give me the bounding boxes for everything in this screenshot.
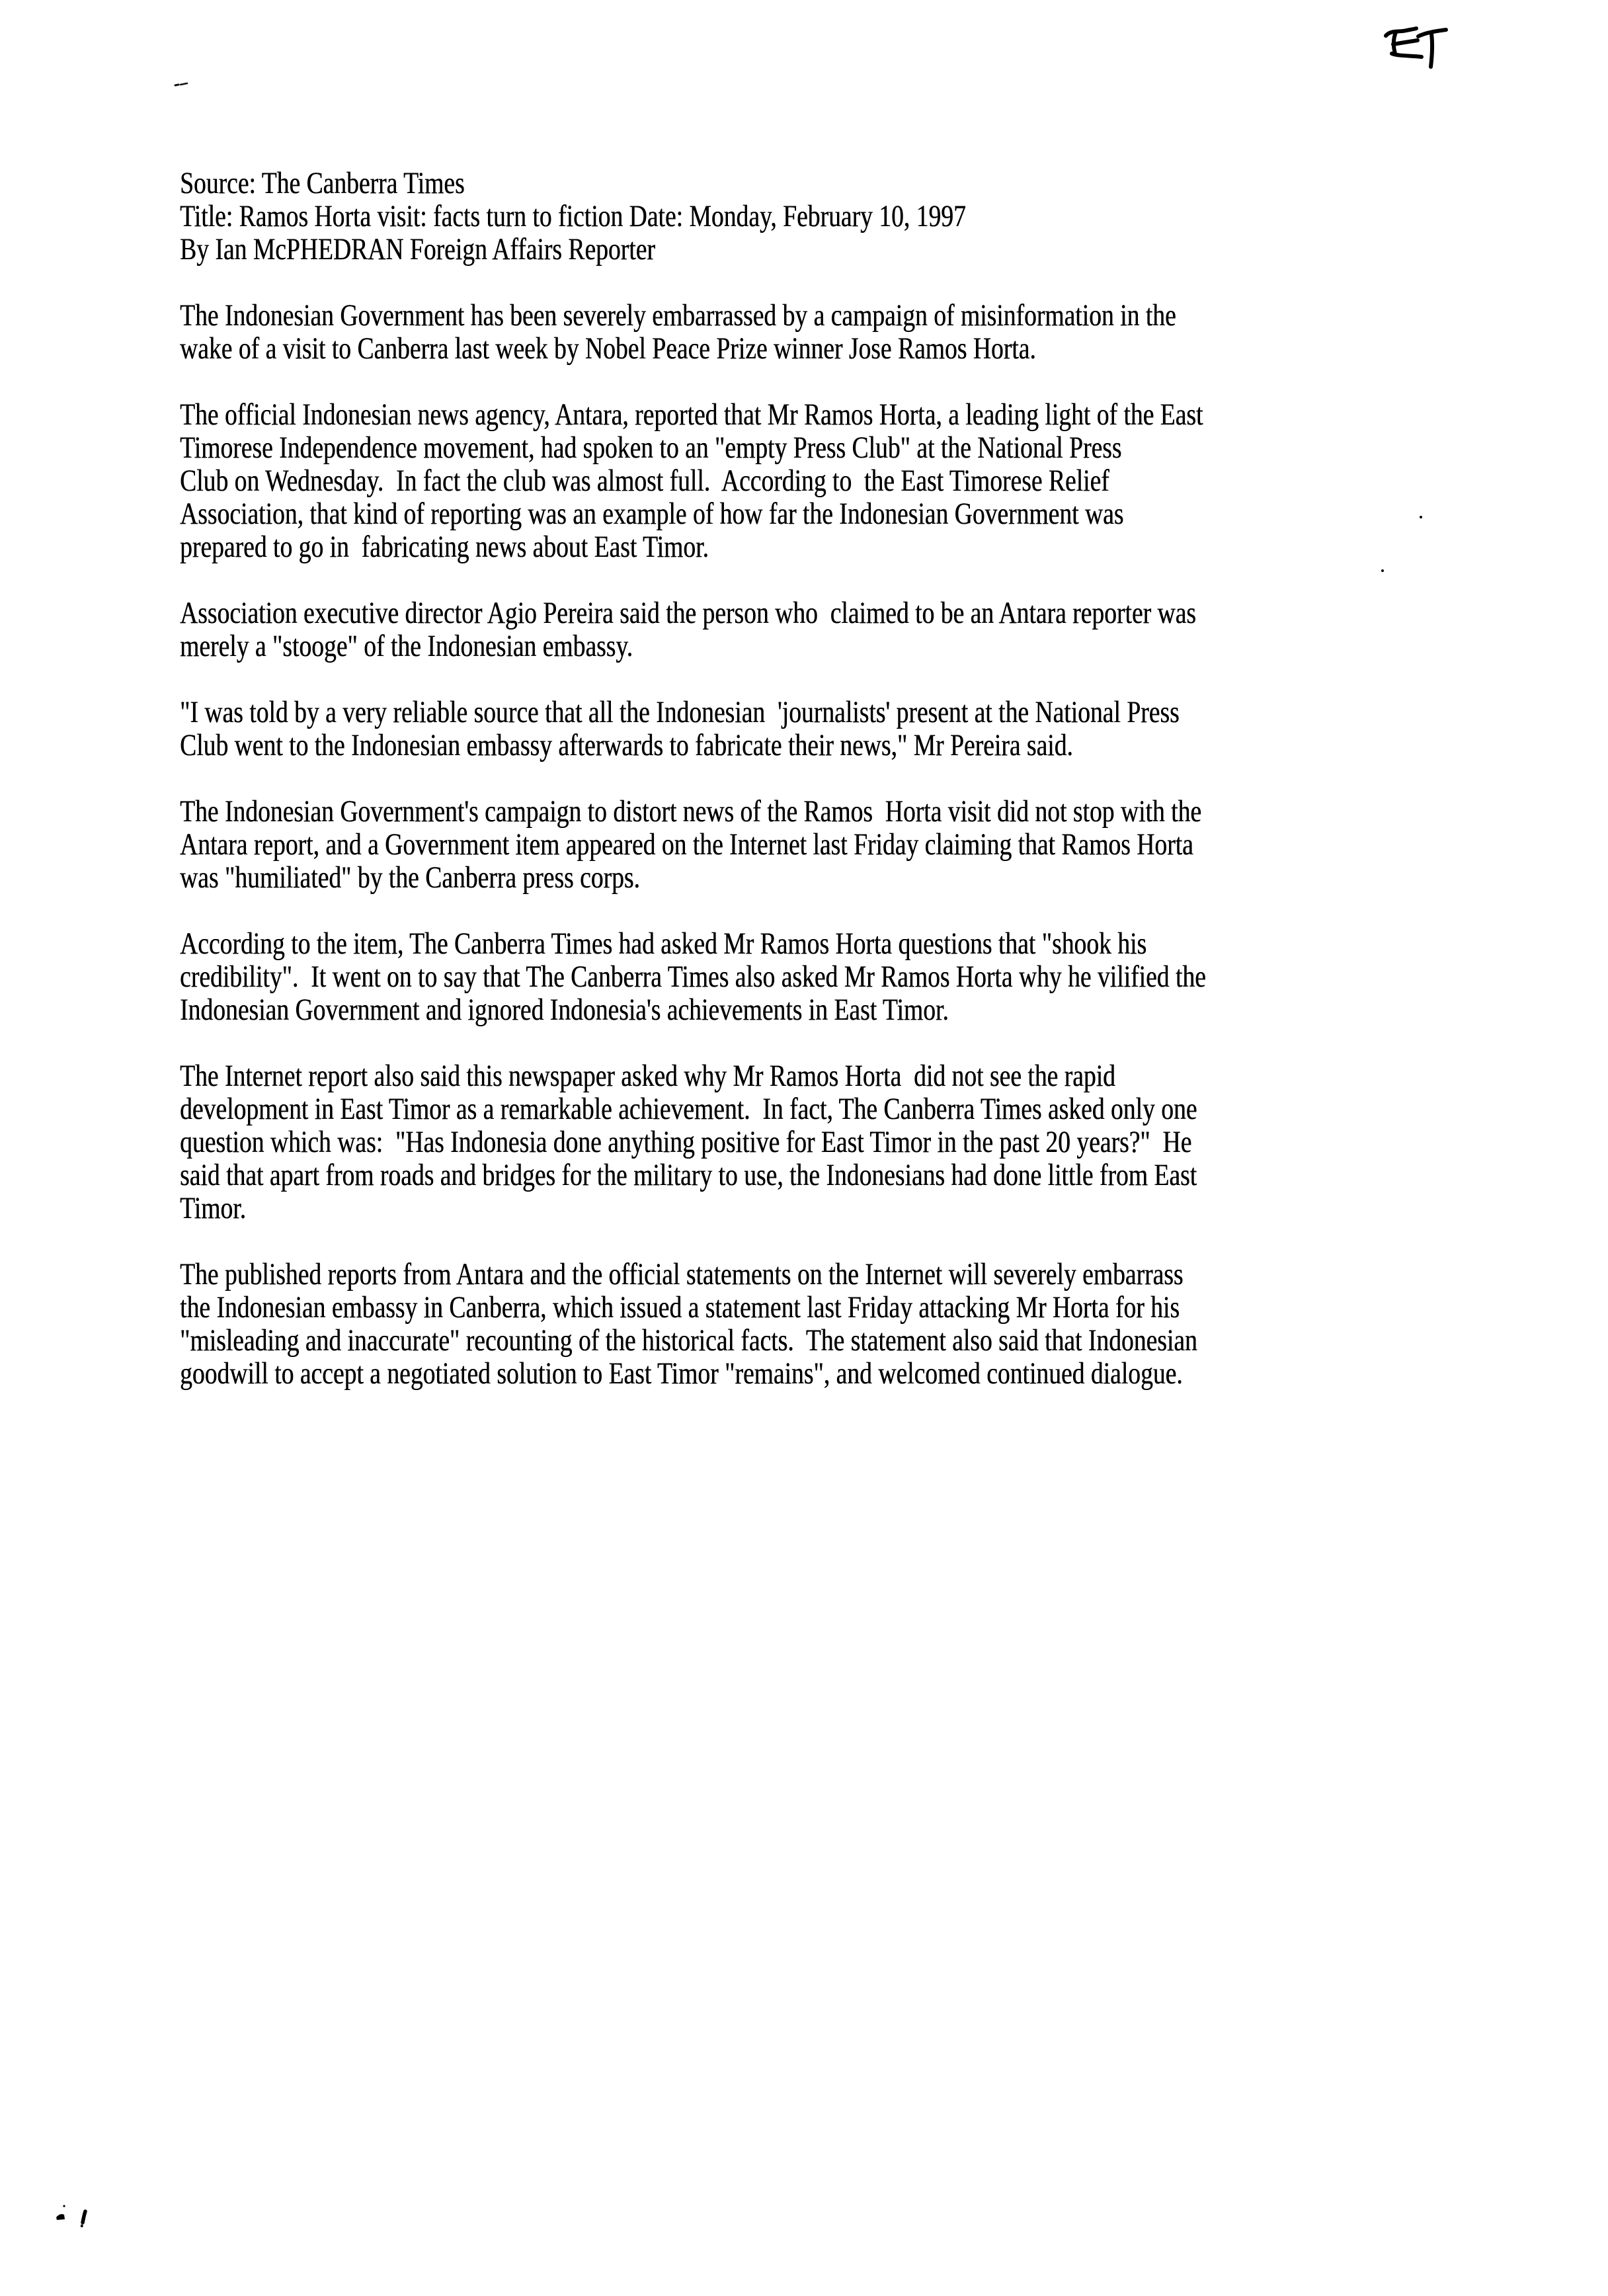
article-text-block xyxy=(180,167,1402,1390)
text-line: The Internet report also said this newspaper asked why Mr Ramos Horta did not see the rapid xyxy=(180,1059,1115,1093)
scan-speck xyxy=(1381,569,1384,572)
text-line: merely a "stooge" of the Indonesian embassy. xyxy=(180,629,633,663)
paragraph xyxy=(180,927,1402,1026)
text-line: was "humiliated" by the Canberra press corps. xyxy=(180,860,640,895)
scan-smudge-top-left xyxy=(174,81,188,87)
text-line: Club went to the Indonesian embassy afterwards to fabricate their news," Mr Pereira said. xyxy=(180,728,1073,762)
smudge-marks xyxy=(175,83,187,85)
text-line: According to the item, The Canberra Times had asked Mr Ramos Horta questions that "shook his xyxy=(180,926,1147,961)
paragraph xyxy=(180,596,1402,663)
document-header xyxy=(180,167,1402,266)
text-line: The Indonesian Government's campaign to distort news of the Ramos Horta visit did not stop with the xyxy=(180,794,1201,829)
text-line: Club on Wednesday. In fact the club was almost full. According to the East Timorese Relief xyxy=(180,464,1109,498)
handwritten-et-annotation xyxy=(1375,15,1455,74)
text-line: Title: Ramos Horta visit: facts turn to fiction Date: Monday, February 10, 1997 xyxy=(180,199,966,233)
paragraph xyxy=(180,299,1402,365)
ink-marks xyxy=(56,2205,85,2227)
text-line: Timor. xyxy=(180,1191,246,1225)
text-line: wake of a visit to Canberra last week by Nobel Peace Prize winner Jose Ramos Horta. xyxy=(180,331,1036,366)
text-line: development in East Timor as a remarkable achievement. In fact, The Canberra Times asked only one xyxy=(180,1092,1197,1126)
text-line: The published reports from Antara and the official statements on the Internet will severely embarrass xyxy=(180,1257,1184,1292)
text-line: prepared to go in fabricating news about East Timor. xyxy=(180,530,709,564)
text-line: question which was: "Has Indonesia done anything positive for East Timor in the past 20 years?" He xyxy=(180,1125,1192,1159)
paragraph xyxy=(180,398,1402,563)
text-line: the Indonesian embassy in Canberra, which issued a statement last Friday attacking Mr Horta for his xyxy=(180,1290,1180,1325)
text-line: goodwill to accept a negotiated solution to East Timor "remains", and welcomed continued dialogue. xyxy=(180,1356,1183,1391)
text-line: By Ian McPHEDRAN Foreign Affairs Reporter xyxy=(180,232,655,266)
text-line: said that apart from roads and bridges for the military to use, the Indonesians had done little from East xyxy=(180,1158,1197,1192)
text-line: "I was told by a very reliable source that all the Indonesian 'journalists' present at the National Press xyxy=(180,695,1180,729)
text-line: Antara report, and a Government item appeared on the Internet last Friday claiming that Ramos Horta xyxy=(180,827,1193,862)
paragraph xyxy=(180,1258,1402,1390)
scan-speck xyxy=(1420,516,1422,518)
text-line: The Indonesian Government has been severely embarrassed by a campaign of misinformation in the xyxy=(180,298,1176,333)
bottom-left-ink-marks xyxy=(53,2202,97,2230)
text-line: Indonesian Government and ignored Indonesia's achievements in East Timor. xyxy=(180,993,949,1027)
text-line: credibility". It went on to say that The Canberra Times also asked Mr Ramos Horta why he vilified the xyxy=(180,960,1206,994)
paragraph xyxy=(180,696,1402,762)
text-line: The official Indonesian news agency, Antara, reported that Mr Ramos Horta, a leading light of the East xyxy=(180,397,1203,432)
text-line: Source: The Canberra Times xyxy=(180,166,465,200)
paragraph xyxy=(180,1059,1402,1225)
paragraph xyxy=(180,795,1402,894)
text-line: Association executive director Agio Pereira said the person who claimed to be an Antara reporter was xyxy=(180,596,1196,630)
handwriting-strokes xyxy=(1386,28,1446,67)
text-line: Association, that kind of reporting was an example of how far the Indonesian Government was xyxy=(180,497,1124,531)
text-line: "misleading and inaccurate" recounting of the historical facts. The statement also said that Indonesian xyxy=(180,1323,1197,1358)
text-line: Timorese Independence movement, had spoken to an "empty Press Club" at the National Press xyxy=(180,430,1122,465)
